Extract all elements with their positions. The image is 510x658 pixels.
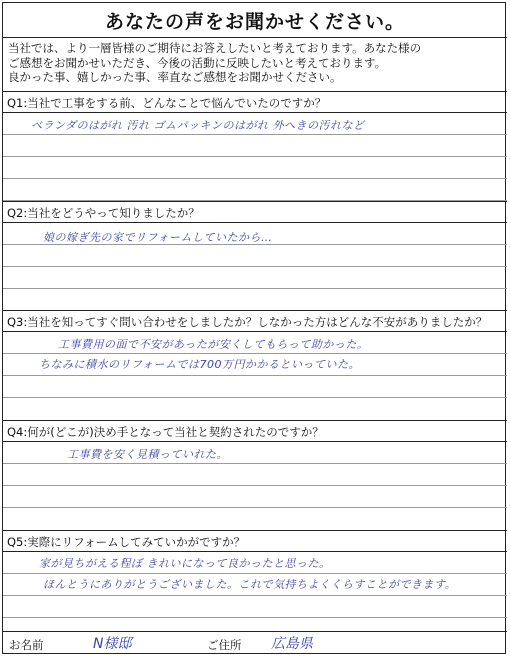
answer-line xyxy=(3,375,507,376)
answer-line xyxy=(3,178,507,179)
section-divider xyxy=(3,91,507,92)
address-label: ご住所 xyxy=(207,638,242,652)
address-value: 広島県 xyxy=(271,636,313,652)
handwritten-answer: 工事費用の面で不安があったが安くしてもらって助かった。 xyxy=(58,338,369,351)
question-label: Q4:何が(どこが)決め手となって当社と契約されたのですか？ xyxy=(7,425,324,439)
section-divider xyxy=(3,530,507,531)
handwritten-answer: 工事費を安く見積っていれた。 xyxy=(67,448,228,461)
answer-line xyxy=(3,595,507,596)
answer-line xyxy=(3,266,507,267)
question-label: Q3:当社を知ってすぐ問い合わせをしましたか？しなかった方はどんな不安がありましたか？ xyxy=(7,315,488,329)
intro-line: ご感想をお聞かせいただき、今後の活動に反映したいと考えております。 xyxy=(8,55,387,70)
answer-line xyxy=(3,507,507,508)
name-value: N様邸 xyxy=(93,636,132,652)
respondent-footer xyxy=(3,631,507,655)
section-divider xyxy=(3,310,507,311)
answer-line xyxy=(3,573,507,574)
question-underline xyxy=(3,551,507,552)
intro-text xyxy=(8,41,504,85)
question-underline xyxy=(3,222,507,223)
survey-sheet xyxy=(2,2,506,654)
answer-line xyxy=(3,397,507,398)
answer-line xyxy=(3,617,507,618)
question-label: Q1:当社で工事をする前、どんなことで悩んでいたのですか？ xyxy=(7,96,327,110)
question-underline xyxy=(3,441,507,442)
handwritten-answer: ベランダのはがれ 汚れ ゴムパッキンのはがれ 外へきの汚れなど xyxy=(31,119,365,132)
section-divider xyxy=(3,420,507,421)
handwritten-answer: ほんとうにありがとうございました。これで気持ちよくくらすことができます。 xyxy=(43,578,457,591)
handwritten-answer: 娘の嫁ぎ先の家でリフォームしていたから… xyxy=(43,231,273,244)
answer-line xyxy=(3,156,507,157)
question-underline xyxy=(3,331,507,332)
answer-line xyxy=(3,353,507,354)
answer-line xyxy=(3,288,507,289)
name-label: お名前 xyxy=(9,638,44,652)
answer-line xyxy=(3,485,507,486)
answer-line xyxy=(3,463,507,464)
answer-line xyxy=(3,134,507,135)
page-title: あなたの声をお聞かせください。 xyxy=(104,11,405,33)
section-divider xyxy=(3,201,507,202)
intro-line: 当社では、より一層皆様のご期待にお答えしたいと考えております。あなた様の xyxy=(8,41,422,55)
footer-divider xyxy=(3,631,507,632)
question-underline xyxy=(3,112,507,113)
question-label: Q5:実際にリフォームしてみていかがですか？ xyxy=(7,535,246,549)
question-label: Q2:当社をどうやって知りましたか？ xyxy=(7,206,200,220)
intro-line: 良かった事、嬉しかった事、率直なご感想をお聞かせください。 xyxy=(8,70,342,84)
title-divider xyxy=(3,37,507,38)
handwritten-answer: 家が見ちがえる程ぼ きれいになって良かったと思った。 xyxy=(39,557,331,570)
handwritten-answer: ちなみに積水のリフォームでは700万円かかるといっていた。 xyxy=(39,358,360,371)
